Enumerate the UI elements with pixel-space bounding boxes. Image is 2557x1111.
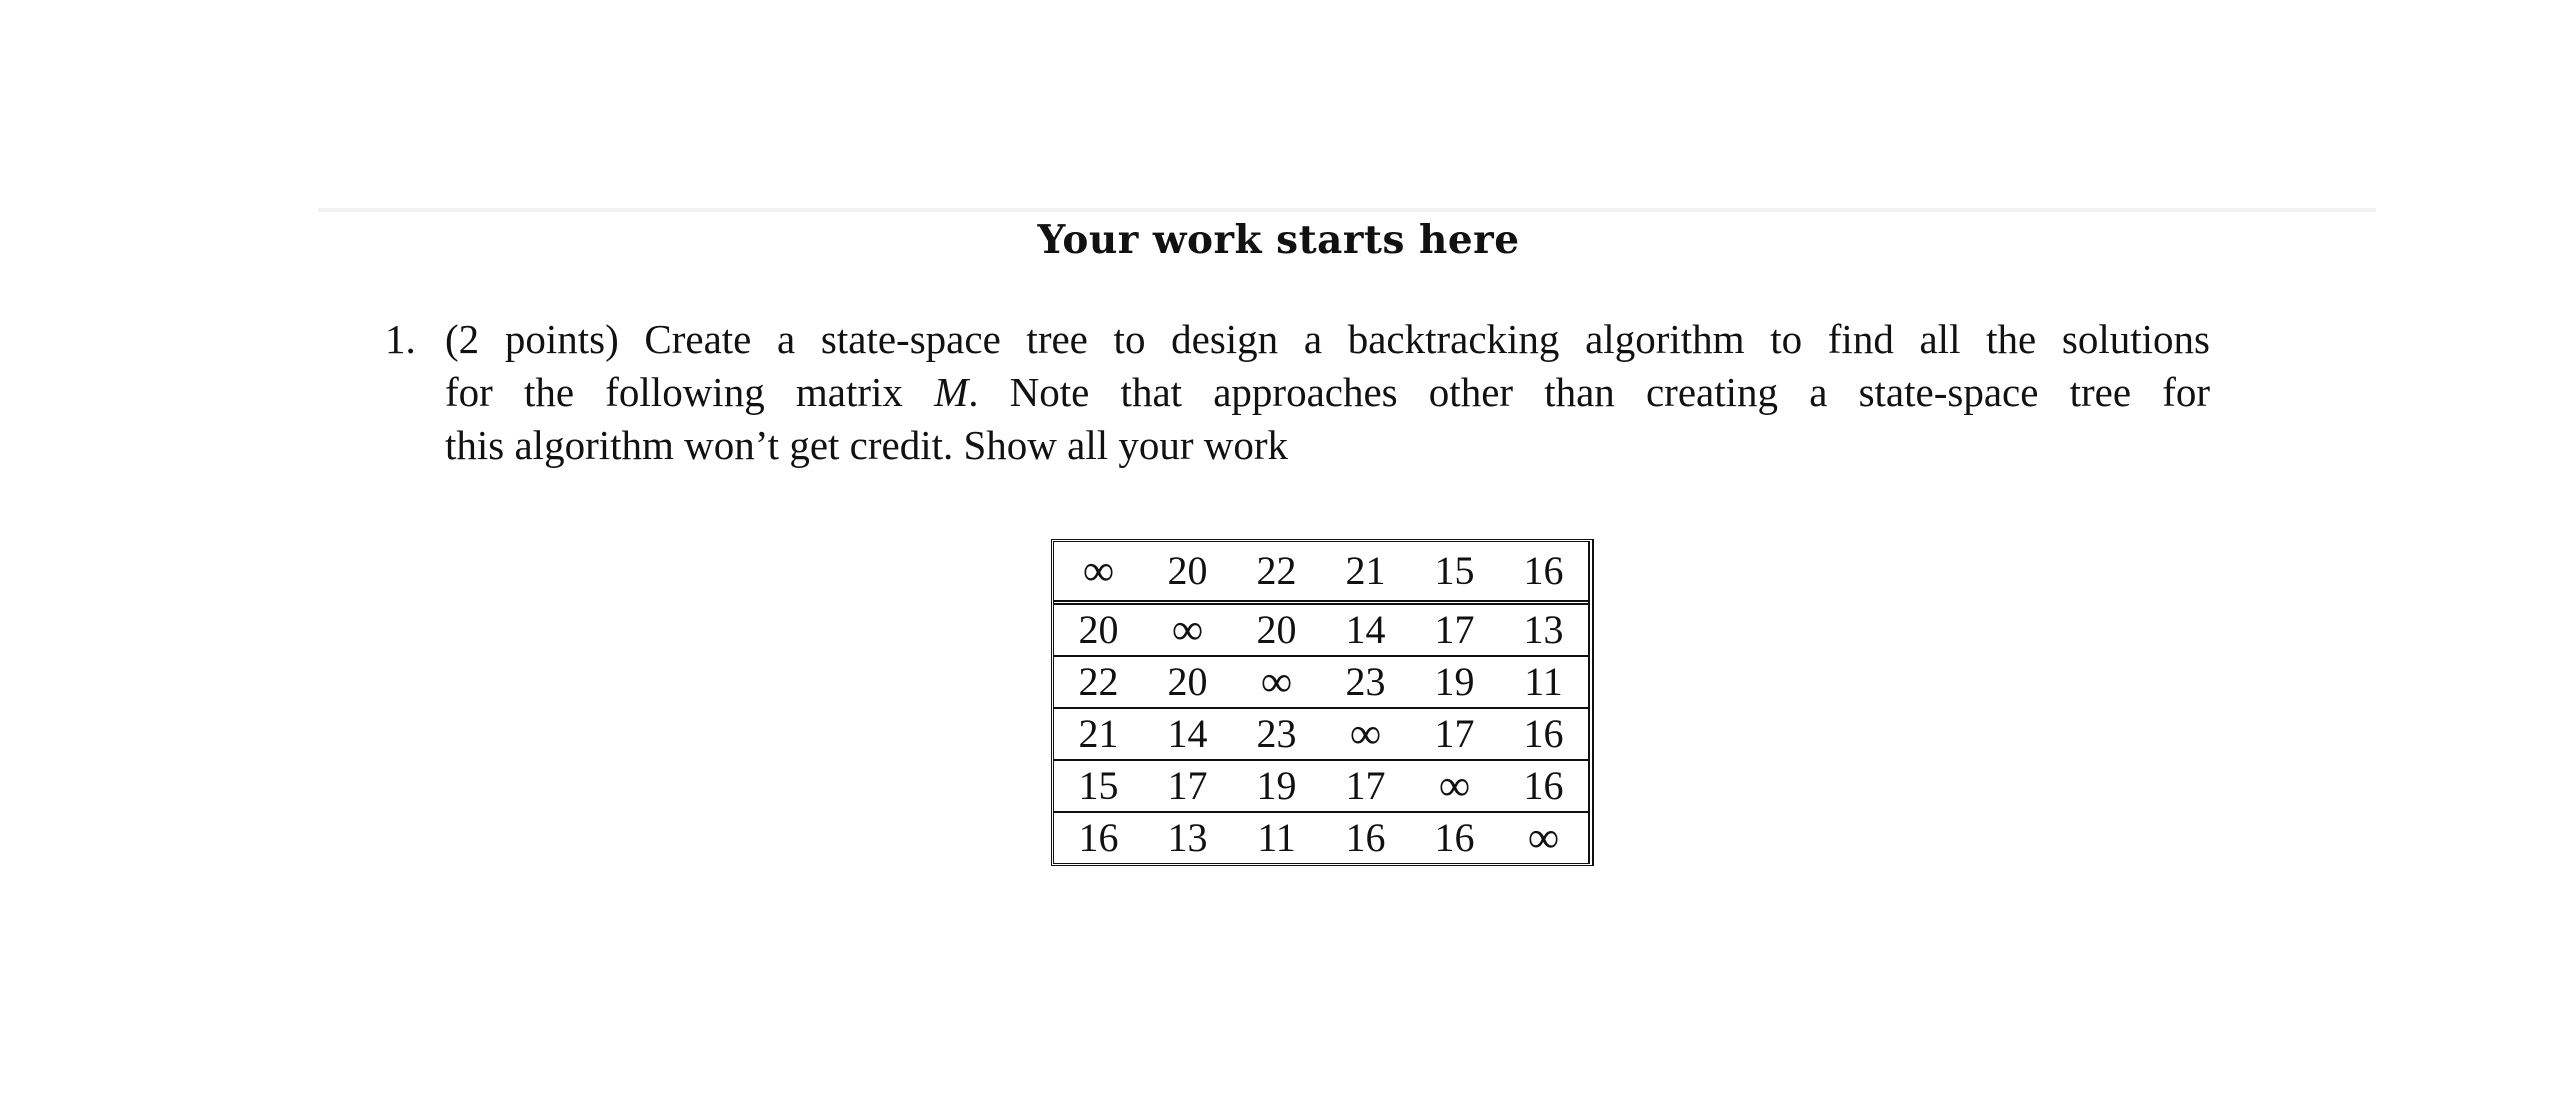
matrix-cell: 16 xyxy=(1434,815,1475,860)
problem-number: 1. xyxy=(385,316,416,362)
matrix-cell: 16 xyxy=(1499,542,1588,605)
section-heading: Your work starts here xyxy=(1037,217,1520,263)
matrix-cell: 21 xyxy=(1054,709,1143,761)
matrix-cell: 23 xyxy=(1321,657,1410,709)
matrix-cell: 17 xyxy=(1143,761,1232,813)
matrix-container xyxy=(1051,539,1594,866)
problem-line-3: this algorithm won’t get credit. Show all your work xyxy=(445,422,1289,468)
matrix-cell: 17 xyxy=(1321,761,1410,813)
matrix-cell: 20 xyxy=(1143,542,1232,605)
problem-1 xyxy=(385,313,2210,472)
matrix-cell: ∞ xyxy=(1410,761,1499,813)
problem-text xyxy=(445,313,2210,472)
matrix-cell: ∞ xyxy=(1527,813,1560,862)
matrix-cell: 19 xyxy=(1410,657,1499,709)
matrix-cell: 17 xyxy=(1410,605,1499,657)
matrix-cell: 20 xyxy=(1232,605,1321,657)
matrix-row xyxy=(1054,657,1588,709)
matrix-cell: 21 xyxy=(1321,542,1410,605)
matrix-cell: 11 xyxy=(1257,815,1296,860)
distance-matrix xyxy=(1051,539,1594,866)
matrix-cell: ∞ xyxy=(1143,605,1232,657)
matrix-cell: ∞ xyxy=(1321,709,1410,761)
problem-line-2-start: for the following matrix xyxy=(445,369,903,415)
matrix-cell: 17 xyxy=(1410,709,1499,761)
problem-line-2 xyxy=(445,366,2210,419)
matrix-row xyxy=(1054,605,1588,657)
matrix-cell: 15 xyxy=(1410,542,1499,605)
matrix-cell: 13 xyxy=(1499,605,1588,657)
matrix-row xyxy=(1054,542,1588,605)
matrix-cell: 23 xyxy=(1232,709,1321,761)
matrix-cell: 19 xyxy=(1232,761,1321,813)
matrix-cell: 22 xyxy=(1232,542,1321,605)
matrix-cell: 14 xyxy=(1143,709,1232,761)
matrix-cell: 20 xyxy=(1143,657,1232,709)
matrix-cell: 16 xyxy=(1345,815,1386,860)
matrix-row xyxy=(1054,761,1588,813)
matrix-cell: ∞ xyxy=(1054,542,1143,605)
matrix-cell: 16 xyxy=(1499,761,1588,813)
matrix-cell: 22 xyxy=(1054,657,1143,709)
matrix-cell: 20 xyxy=(1054,605,1143,657)
matrix-cell: 15 xyxy=(1054,761,1143,813)
matrix-cell: 16 xyxy=(1499,709,1588,761)
matrix-row xyxy=(1054,813,1588,863)
matrix-row xyxy=(1054,709,1588,761)
matrix-cell: 14 xyxy=(1321,605,1410,657)
problem-line-2-end: . Note that approaches other than creating a state-space tree for xyxy=(968,369,2211,415)
matrix-cell: 13 xyxy=(1167,815,1208,860)
matrix-cell: ∞ xyxy=(1232,657,1321,709)
matrix-cell: 11 xyxy=(1499,657,1588,709)
top-divider xyxy=(318,208,2376,212)
matrix-cell: 16 xyxy=(1078,815,1119,860)
problem-line-1: (2 points) Create a state-space tree to design a backtracking algorithm to find all the solutions xyxy=(445,316,2210,362)
matrix-symbol: M xyxy=(934,369,969,415)
